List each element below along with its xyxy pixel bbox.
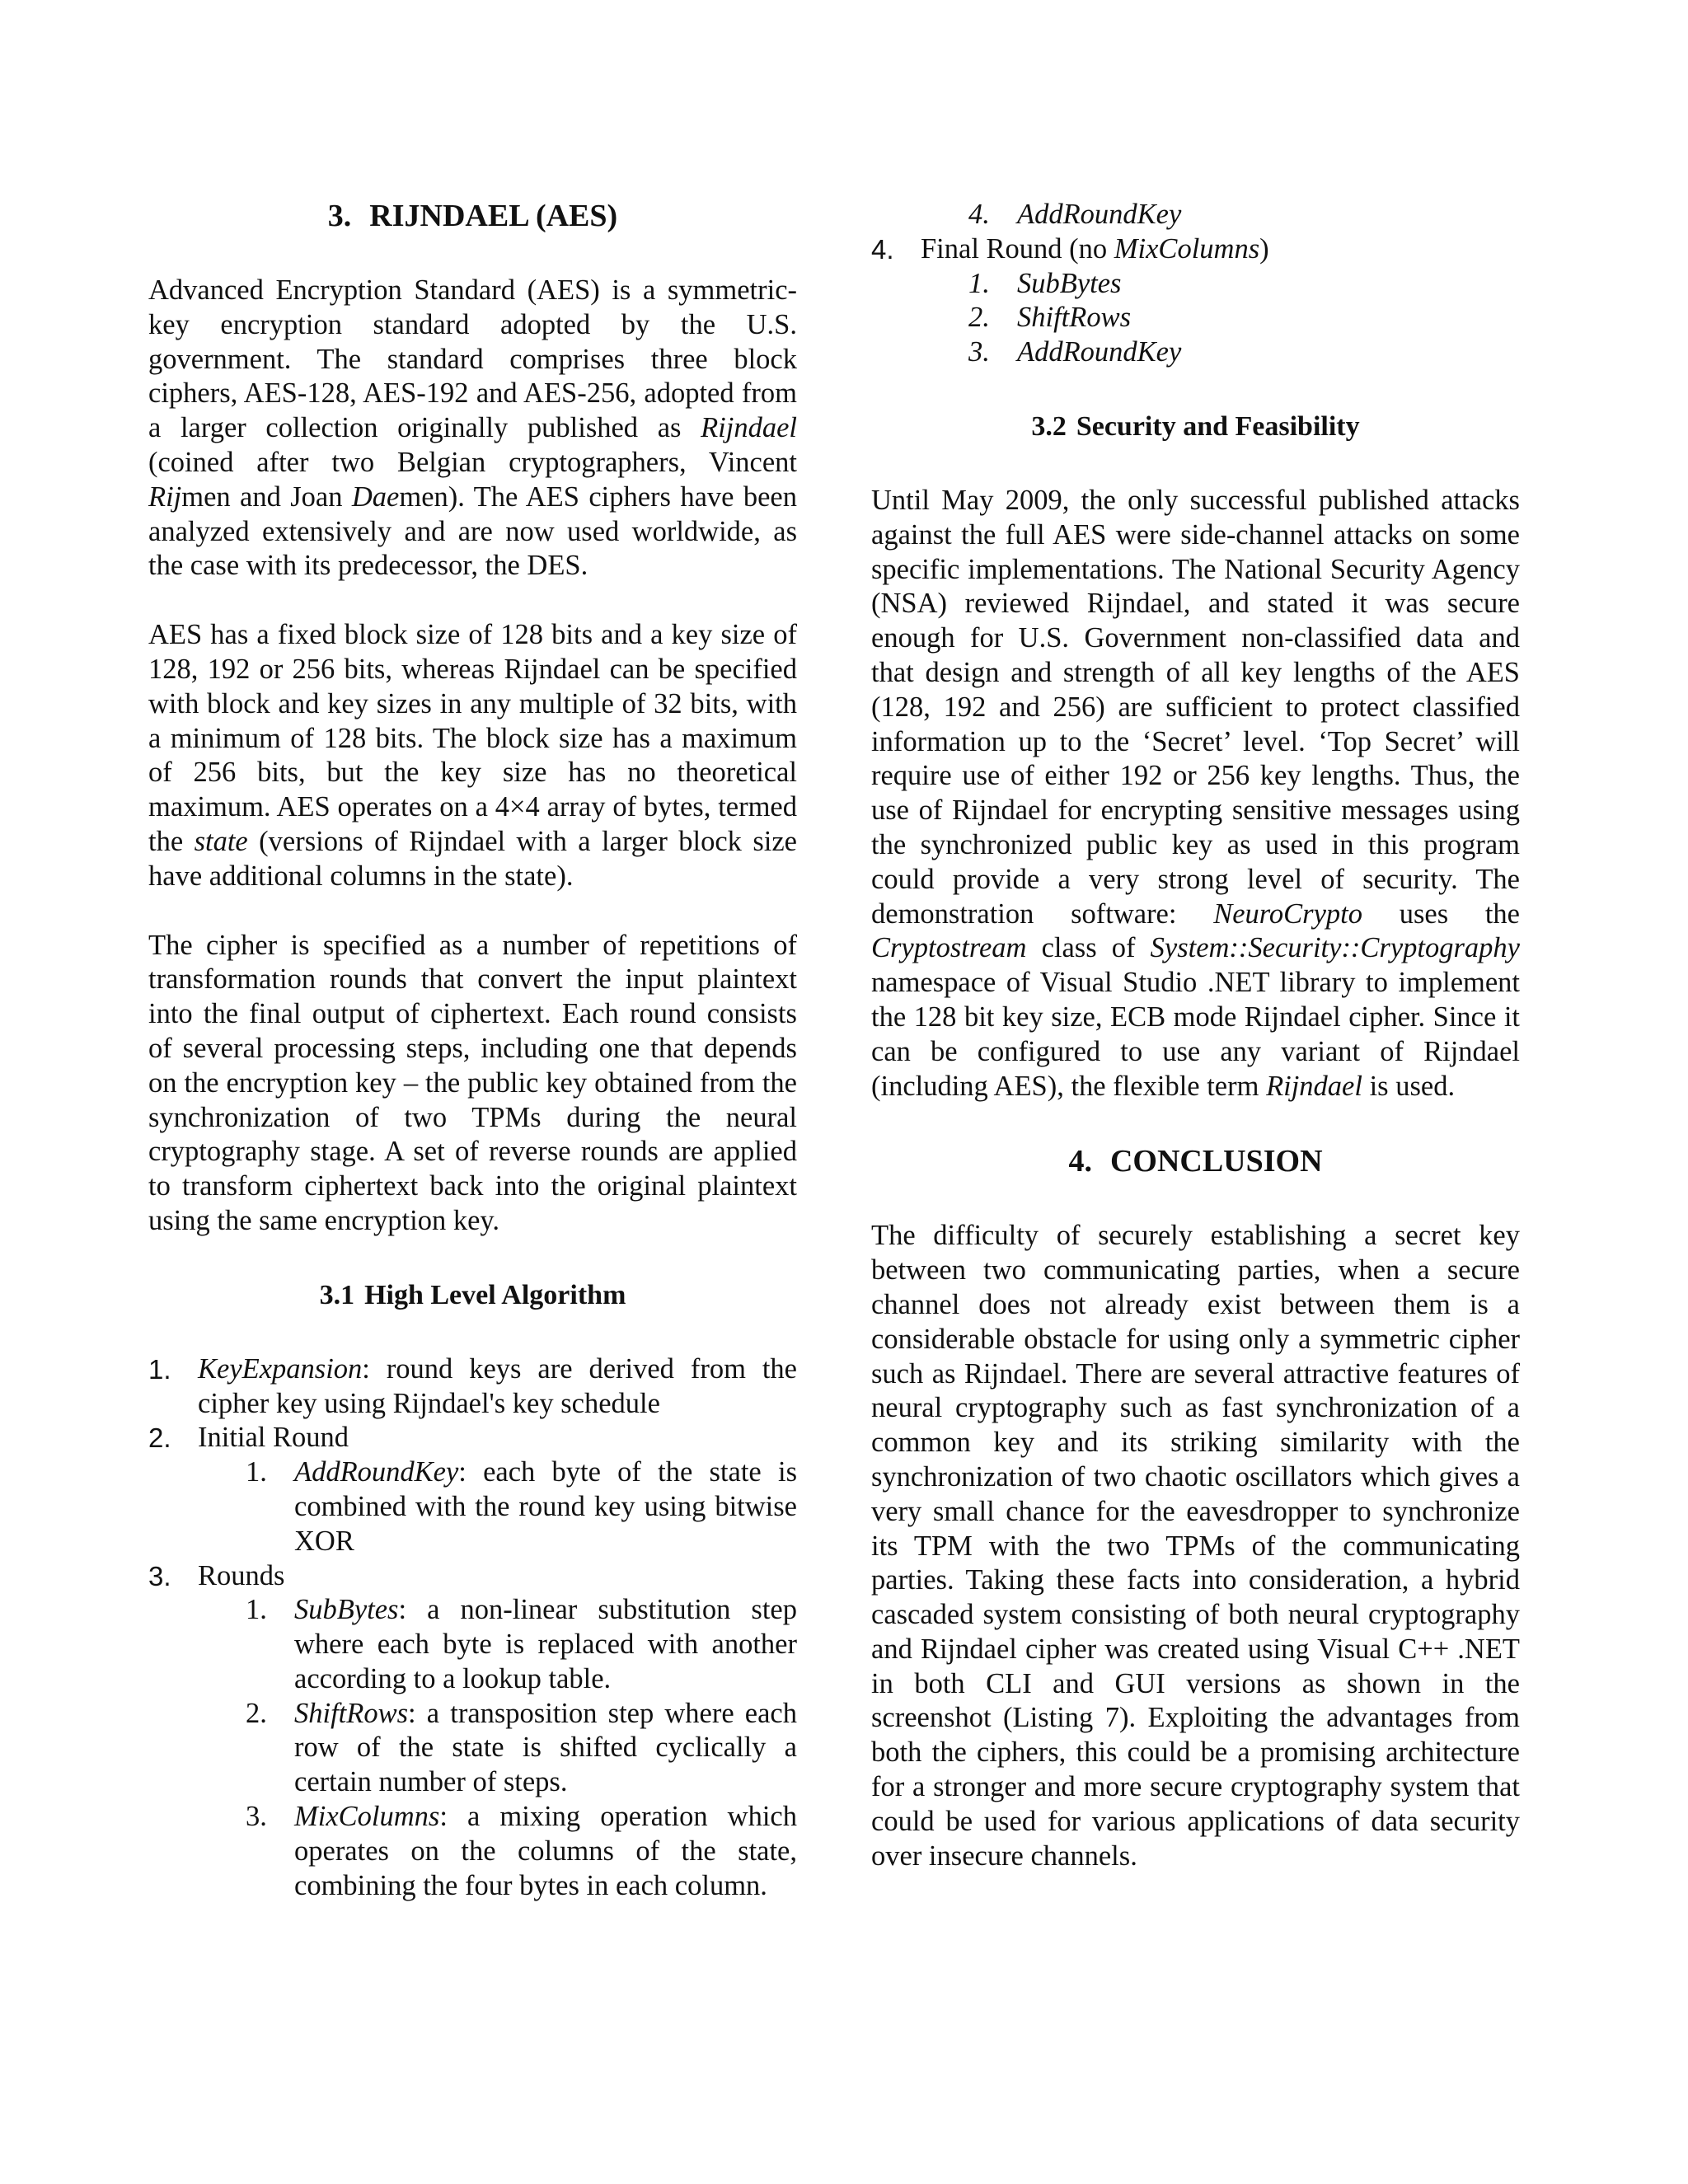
list-item: 2. Initial Round [148,1422,349,1454]
list-item: 3. Rounds [148,1559,285,1591]
section-4-paragraph: The difficulty of securely establishing a secret key between two communicating parties, when a secure channel does not already exist between them is a considerable obstacle for using only a symmetric cipher such as Rijndael. There are several attractive features of neural cryptography such as fast synchronization of a common key and its striking similarity with the synchronization of two chaotic oscillators which gives a very small chance for the eavesdropper to synchronize its TPM with the two TPMs of the communicating parties. Taking these facts into consideration, a hybrid cascaded system consisting of both neural cryptography and Rijndael cipher was created using Visual C++ .NET in both CLI and GUI versions as shown in the screenshot (Listing 7). Exploiting the advantages from both the ciphers, this could be a promising architecture for a stronger and more secure cryptography system that could be used for various applications of data security over insecure channels. [871,1220,1520,1872]
sub-list-item: 4. AddRoundKey [968,199,1182,230]
section-3-2-paragraph: Until May 2009, the only successful published attacks against the full AES were side-channel attacks on some specific implementations. The National Security Agency (NSA) reviewed Rijndael, and stated it was secure enough for U.S. Government non-classified data and that design and strength of all key lengths of the AES (128, 192 and 256) are sufficient to protect classified information up to the ‘Secret’ level. ‘Top Secret’ will require use of either 192 or 256 key lengths. Thus, the use of Rijndael for encrypting sensitive messages using the synchronized public key as used in this program could provide a very strong level of security. The demonstration software: NeuroCrypto uses the Cryptostream class of System::Security::Cryptography namespace of Visual Studio .NET library to implement the 128 bit key size, ECB mode Rijndael cipher. Since it can be configured to use any variant of Rijndael (including AES), the flexible term Rijndael is used. [871,484,1520,1102]
list-item: 1. KeyExpansion: round keys are derived from the cipher key using Rijndael's key schedule [148,1352,797,1419]
sub-list-item: 1. SubBytes [968,267,1122,299]
section-4-title: CONCLUSION [1109,1144,1323,1179]
right-column [871,198,1520,1873]
sub-list-item: 2. ShiftRows [968,302,1132,334]
sub-list-item: 3. MixColumns: a mixing operation which operates on the columns of the state, combining the four bytes in each column. [246,1801,797,1901]
section-3-2-number: 3.2 [1031,410,1067,442]
section-3-1-title: High Level Algorithm [364,1279,626,1310]
sub-list-item: 3. AddRoundKey [968,336,1182,368]
section-3-heading [148,198,797,234]
section-3-2-title: Security and Feasibility [1076,410,1360,442]
sub-list-item: 2. ShiftRows: a transposition step where each row of the state is shifted cyclically a certain number of steps. [246,1697,797,1798]
section-3-title: RIJNDAEL (AES) [369,199,618,233]
section-4-heading [871,1143,1520,1179]
section-3-2-heading [871,410,1520,444]
section-3-number: 3. [327,199,352,233]
section-4-number: 4. [1068,1144,1092,1179]
section-3-paragraph-3: The cipher is specified as a number of repetitions of transformation rounds that convert the input plaintext into the final output of ciphertext. Each round consists of several processing steps, including one that depends on the encryption key – the public key obtained from the synchronization of two TPMs during the neural cryptography stage. A set of reverse rounds are applied to transform ciphertext back into the original plaintext using the same encryption key. [148,929,797,1236]
sub-list-item: 1. AddRoundKey: each byte of the state is combined with the round key using bitwise XOR [246,1456,797,1557]
section-3-1-number: 3.1 [319,1279,355,1310]
section-3-1-heading [148,1278,797,1313]
section-3-paragraph-2: AES has a fixed block size of 128 bits and a key size of 128, 192 or 256 bits, whereas Rijndael can be specified with block and key sizes in any multiple of 32 bits, with a minimum of 128 bits. The block size has a maximum of 256 bits, but the key size has no theoretical maximum. AES operates on a 4×4 array of bytes, termed the state (versions of Rijndael with a larger block size have additional columns in the state). [148,619,797,892]
sub-list-item: 1. SubBytes: a non-linear substitution step where each byte is replaced with another according to a lookup table. [246,1594,797,1694]
section-3-paragraph-1: Advanced Encryption Standard (AES) is a symmetric-key encryption standard adopted by the U.S. government. The standard comprises three block ciphers, AES-128, AES-192 and AES-256, adopted from a larger collection originally published as Rijndael (coined after two Belgian cryptographers, Vincent Rijmen and Joan Daemen). The AES ciphers have been analyzed extensively and are now used worldwide, as the case with its predecessor, the DES. [148,274,797,582]
list-item: 4. Final Round (no MixColumns) [871,232,1269,265]
left-column [148,198,797,1903]
